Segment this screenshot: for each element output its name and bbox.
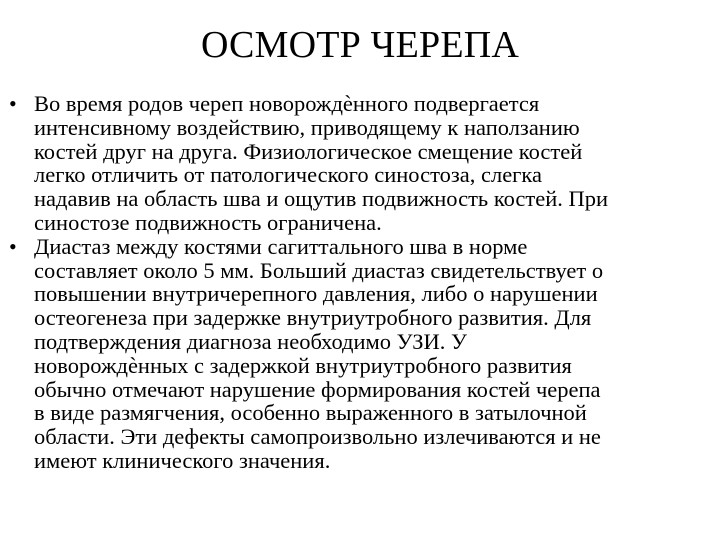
text-line: имеют клинического значения.: [34, 447, 331, 473]
text-line: обычно отмечают нарушение формирования костей черепа: [34, 376, 601, 402]
text-line: повышении внутричерепного давления, либо о нарушении: [34, 281, 598, 307]
text-line: костей друг на друга. Физиологическое смещение костей: [34, 138, 583, 164]
bullet-item-1: [0, 92, 720, 235]
text-line: Во время родов череп новорождѐнного подвергается: [34, 91, 540, 116]
bullet-marker: •: [9, 233, 17, 259]
text-line: составляет около 5 мм. Больший диастаз свидетельствует о: [34, 257, 604, 283]
text-line: в виде размягчения, особенно выраженного в затылочной: [34, 400, 587, 426]
text-line: подтверждения диагноза необходимо УЗИ. У: [34, 328, 467, 354]
slide-title: ОСМОТР ЧЕРЕПА: [200, 24, 520, 66]
text-line: надавив на область шва и ощутив подвижность костей. При: [34, 186, 609, 212]
text-line: области. Эти дефекты самопроизвольно излечиваются и не: [34, 424, 601, 450]
text-line: остеогенеза при задержке внутриутробного развития. Для: [34, 305, 592, 331]
text-line: легко отличить от патологического синостоза, слегка: [34, 162, 542, 188]
bullet-list: [0, 92, 720, 473]
bullet-marker: •: [9, 91, 17, 116]
text-line: интенсивному воздействию, приводящему к наползанию: [34, 114, 580, 140]
text-line: Диастаз между костями сагиттального шва в норме: [34, 233, 528, 259]
text-line: новорождѐнных с задержкой внутриутробного развития: [34, 352, 572, 378]
bullet-text: [34, 235, 720, 473]
bullet-item-2: [0, 235, 720, 473]
text-line: синостозе подвижность ограничена.: [34, 209, 382, 235]
bullet-text: [34, 92, 720, 235]
